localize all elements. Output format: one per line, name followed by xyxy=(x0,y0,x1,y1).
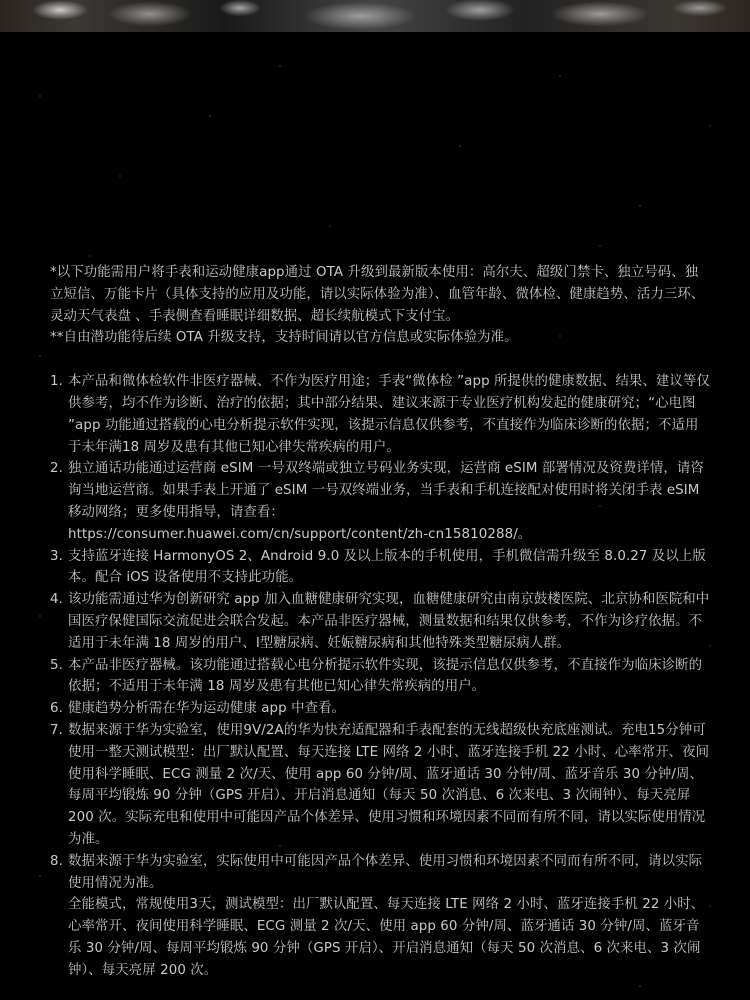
footnote-text: 本产品和微体检软件非医疗器械、不作为医疗用途；手表“微体检 ”app 所提供的健康数据、结果、建议等仅供参考，均不作为诊断、治疗的依据；其中部分结果、建议来源于专业医疗机构发起的健康研究；“心电图 ”app 功能通过搭载的心电分析提示软件实现，该提示信息仅供参考，不直接作为临床诊断的依据；不适用于未年满18 周岁及患有其他已知心律失常疾病的用户。 xyxy=(68,374,710,455)
footnote-number: 6. xyxy=(50,701,63,717)
footnote-number: 5. xyxy=(50,657,63,673)
footnote-number: 8. xyxy=(50,853,63,869)
footnote-text: 独立通话功能通过运营商 eSIM 一号双终端或独立号码业务实现，运营商 eSIM 部署情况及资费详情，请咨询当地运营商。如果手表上开通了 eSIM 一号双终端业务，当手表和手机连接配对使用时将关闭手表 eSIM 移动网络；更多使用指导，请查看： xyxy=(68,461,704,520)
footnote-item-8 xyxy=(50,851,710,982)
footnote-item-5 xyxy=(50,655,710,699)
footnote-number: 7. xyxy=(50,722,63,738)
footnote-item-2 xyxy=(50,458,710,545)
footnote-text: 数据来源于华为实验室，使用9V/2A的华为快充适配器和手表配套的无线超级快充底座测试。充电15分钟可使用一整天测试模型：出厂默认配置、每天连接 LTE 网络 2 小时、蓝牙连接手机 22 小时、心率常开、夜间使用科学睡眠、ECG 测量 2 次/天、使用 app 60 分钟/周、蓝牙通话 30 分钟/周、蓝牙音乐 30 分钟/周、每周平均锻炼 90 分钟（GPS 开启）、开启消息通知（每天 50 次消息、6 次来电、3 次闹钟）、每天亮屏 200 次。实际充电和使用中可能因产品个体差异、使用习惯和环境因素不同而有所不同，请以实际使用情况为准。 xyxy=(68,722,710,847)
footnote-item-7 xyxy=(50,720,710,851)
ota-upgrade-note: *以下功能需用户将手表和运动健康app通过 OTA 升级到最新版本使用：高尔夫、超级门禁卡、独立号码、独立短信、万能卡片（具体支持的应用及功能，请以实际体验为准）、血管年龄、微体检、健康趋势、活力三环、灵动天气表盘 、手表侧查看睡眠详细数据、超长续航模式下支付宝。 xyxy=(50,265,705,324)
footnote-number: 1. xyxy=(50,374,63,390)
footnote-item-4 xyxy=(50,589,710,654)
footnote-list xyxy=(50,371,710,981)
footnote-item-3 xyxy=(50,546,710,590)
footnote-text: 本产品非医疗器械。该功能通过搭载心电分析提示软件实现，该提示信息仅供参考，不直接作为临床诊断的依据；不适用于未年满 18 周岁及患有其他已知心律失常疾病的用户。 xyxy=(68,657,703,695)
top-banner-image xyxy=(0,0,750,36)
footnote-text: 数据来源于华为实验室，实际使用中可能因产品个体差异、使用习惯和环境因素不同而有所不同，请以实际使用情况为准。 xyxy=(68,853,703,891)
footnote-item-6 xyxy=(50,698,710,720)
footnote-number: 3. xyxy=(50,548,63,564)
spacer xyxy=(50,349,710,371)
footnote-text-battery-model: 全能模式，常规使用3天，测试模型：出厂默认配置、每天连接 LTE 网络 2 小时、蓝牙连接手机 22 小时、心率常开、夜间使用科学睡眠、ECG 测量 2 次/天、使用 app 60 分钟/周、蓝牙通话 30 分钟/周、蓝牙音乐 30 分钟/周、每周平均锻炼 90 分钟（GPS 开启）、开启消息通知（每天 50 次消息、6 次来电、3 次闹钟）、每天亮屏 200 次。 xyxy=(68,897,705,978)
footnote-text: 该功能需通过华为创新研究 app 加入血糖健康研究实现，血糖健康研究由南京鼓楼医院、北京协和医院和中国医疗保健国际交流促进会联合发起。本产品非医疗器械，测量数据和结果仅供参考，不作为诊疗依据。不适用于未年满 18 周岁的用户、I型糖尿病、妊娠糖尿病和其他特殊类型糖尿病人群。 xyxy=(68,592,710,651)
footnote-item-1 xyxy=(50,371,710,458)
support-link[interactable]: https://consumer.huawei.com/cn/support/content/zh-cn15810288/。 xyxy=(68,526,532,542)
freediving-note: **自由潜功能待后续 OTA 升级支持，支持时间请以官方信息或实际体验为准。 xyxy=(50,330,518,346)
footnote-number: 4. xyxy=(50,592,63,608)
footnotes-section xyxy=(50,262,710,982)
footnote-number: 2. xyxy=(50,461,63,477)
footnote-text: 健康趋势分析需在华为运动健康 app 中查看。 xyxy=(68,701,346,717)
footnote-text: 支持蓝牙连接 HarmonyOS 2、Android 9.0 及以上版本的手机使用，手机微信需升级至 8.0.27 及以上版本。配合 iOS 设备使用不支持此功能。 xyxy=(68,548,706,586)
